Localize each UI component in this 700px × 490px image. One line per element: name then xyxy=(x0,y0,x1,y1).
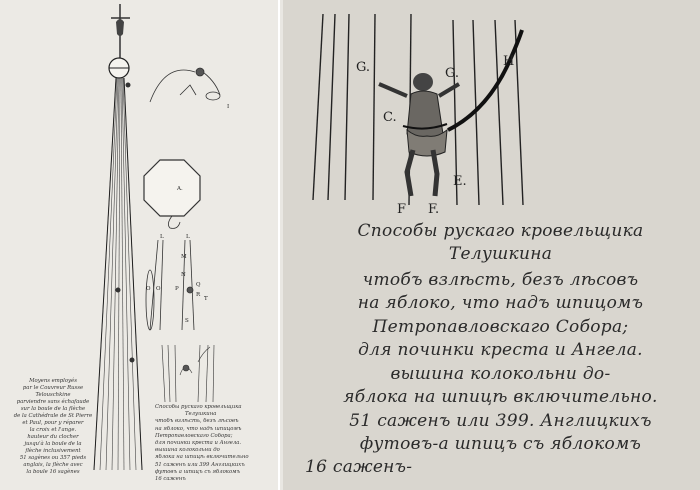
caption-line: parviendre sans échafaude xyxy=(16,399,90,405)
french-caption xyxy=(8,378,98,476)
caption-line: Moyens employés xyxy=(29,378,77,384)
ball-climber-detail xyxy=(150,68,220,102)
caption-line: Способы рускаго кровельщика xyxy=(357,221,644,241)
figure-letter: S xyxy=(185,318,189,324)
caption-line: la boule 16 sagènes xyxy=(26,469,80,475)
climber-figure xyxy=(130,358,135,363)
caption-line: на яблоко, что надъ шпицомъ xyxy=(357,293,644,313)
caption-line: anglais, la flèche avec xyxy=(23,462,83,468)
russian-caption-small xyxy=(155,404,267,483)
caption-line: на яблоко, что надъ шпицомъ xyxy=(155,425,242,432)
caption-line: Телушкина xyxy=(448,244,553,264)
figure-letter: I xyxy=(227,104,230,110)
figure-letter: O xyxy=(146,286,151,292)
figure-letter: R xyxy=(196,292,201,298)
label-e: E. xyxy=(453,174,467,189)
caption-line: de la Cathédrale de St Pierre xyxy=(13,413,93,419)
caption-line: вышина колокольни до- xyxy=(390,364,611,384)
caption-line: jusqu'à la boule de la xyxy=(24,441,82,447)
caption-line: la croix et l'ange. xyxy=(29,427,77,433)
label-f-left: F xyxy=(397,202,407,217)
climber-figure xyxy=(126,83,131,88)
spire-body xyxy=(94,78,142,470)
angel-figure xyxy=(116,19,124,36)
caption-line: Telouschkine xyxy=(35,392,71,398)
climber xyxy=(379,73,459,196)
label-g-right: G. xyxy=(445,66,460,81)
figure-letter: N xyxy=(181,272,186,278)
caption-line: чтобъ взлѣсть, безъ лѣсовъ xyxy=(362,270,639,290)
caption-line: для починки креста и Ангела. xyxy=(358,340,643,360)
caption-line: чтобъ взлѣсть, безъ лѣсовъ xyxy=(155,418,239,425)
climber-figure xyxy=(116,288,121,293)
figure-letter: L xyxy=(160,234,164,240)
left-engraving-panel xyxy=(0,0,280,490)
label-h: H xyxy=(503,54,515,69)
caption-line: 51 саженъ или 399. Англицкихъ xyxy=(349,411,652,431)
climber-illustration xyxy=(283,0,700,215)
caption-line: Петропавловскаго Собора; xyxy=(155,432,233,439)
caption-line: hauteur du clocher xyxy=(27,434,79,440)
label-g-left: G. xyxy=(356,60,371,75)
figure-letter: T xyxy=(204,296,208,302)
caption-line: 51 sagènes ou 357 pieds xyxy=(19,455,87,461)
label-c: C. xyxy=(383,110,397,125)
caption-line: вышина колокольни до xyxy=(155,447,220,454)
caption-line: футовъ а шпицъ съ яблокомъ xyxy=(155,468,241,475)
figure-letter: M xyxy=(181,254,187,260)
caption-line: яблока на шпицѣ включительно. xyxy=(343,387,658,407)
figure-letter: P xyxy=(175,286,179,292)
caption-line: яблока на шпицѣ включительно xyxy=(155,454,249,461)
caption-line: Телушкина xyxy=(185,411,217,418)
caption-line: par le Couvreur Russe xyxy=(22,385,84,391)
caption-line: 16 саженъ xyxy=(155,476,186,483)
caption-line: flèche inclusivement xyxy=(25,448,81,454)
rope-h xyxy=(448,30,522,130)
octagon-diagram xyxy=(144,160,200,216)
caption-line: 51 саженъ или 399 Англицкихъ xyxy=(155,461,245,468)
caption-line: sur la boule de la flèche xyxy=(20,406,86,412)
figure-letter: Q xyxy=(196,282,201,288)
right-detail-panel xyxy=(283,0,700,490)
label-f-right: F. xyxy=(428,202,440,217)
caption-line: для починки креста и Ангела. xyxy=(155,440,242,447)
caption-line: 16 саженъ- xyxy=(305,457,413,477)
mini-climber-figure xyxy=(162,345,214,402)
caption-line: Способы рускаго кровельщика xyxy=(155,404,242,410)
caption-line: футовъ-а шпицъ съ яблокомъ xyxy=(359,434,642,454)
caption-line: Петропавловскаго Собора; xyxy=(372,317,629,337)
figure-letter: O xyxy=(156,286,161,292)
octagon-label: A. xyxy=(177,186,183,192)
figure-letter: L xyxy=(186,234,190,240)
caption-line: et Paul, pour y réparer xyxy=(22,420,84,426)
